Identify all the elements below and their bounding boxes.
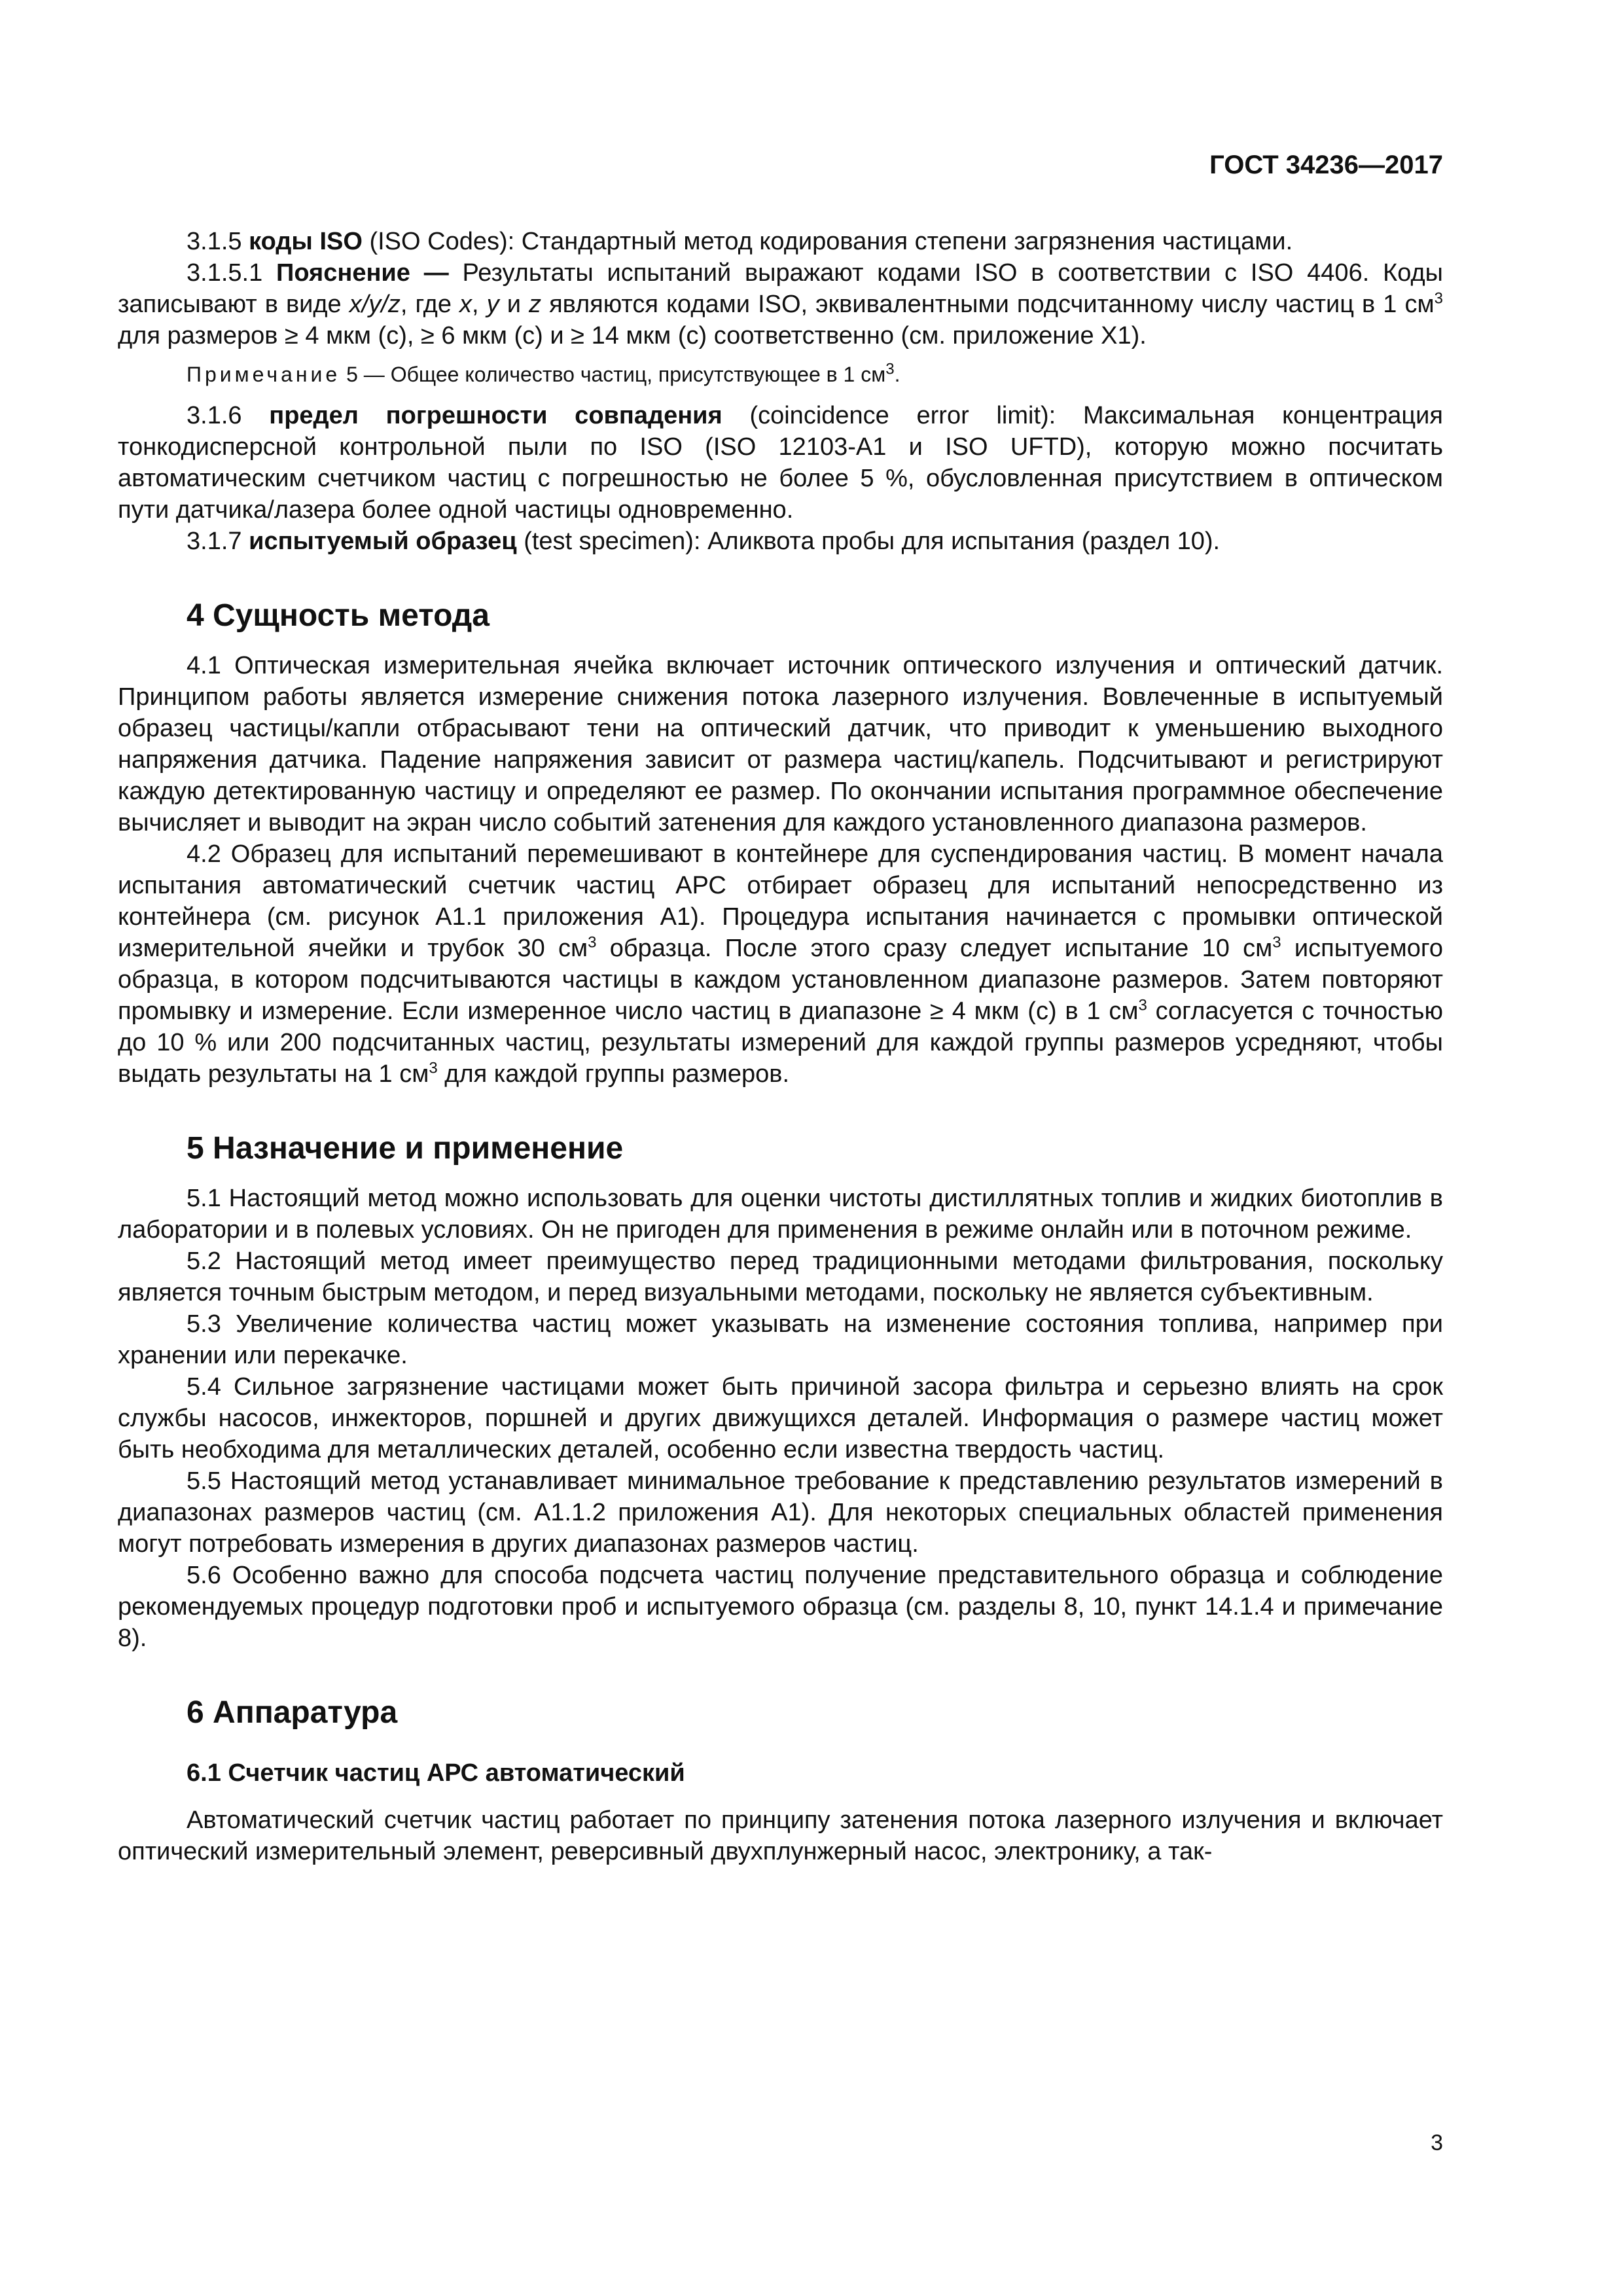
paragraph-5-5: 5.5 Настоящий метод устанавливает минимальное требование к представлению результатов измерений в диапазонах размеров частиц (см. А1.1.2 приложения А1). Для некоторых специальных областей применения могут потребовать измерения в других диапазонах размеров частиц. <box>118 1467 1443 1558</box>
subsection-6-1-heading: 6.1 Счетчик частиц АРС автоматический <box>187 1759 685 1787</box>
section-4-heading: 4 Сущность метода <box>187 598 490 633</box>
paragraph-3-1-5-1: 3.1.5.1 Пояснение — Результаты испытаний выражают кодами ISO в соответствии с ISO 4406. Коды записывают в виде x/y/z, где x, y и z являются кодами ISO, эквивалентными подсчитанному числу частиц в 1 $см^3$ для размеров ≥ 4 мкм (с), ≥ 6 мкм (с) и ≥ 14 мкм (с) соответственно (см. приложение Х1). <box>118 259 1443 350</box>
document-header: ГОСТ 34236—2017 <box>1209 151 1443 179</box>
section-6-heading: 6 Аппаратура <box>187 1695 398 1730</box>
term: предел погрешности совпадения <box>269 402 722 429</box>
document-body <box>118 226 1443 1867</box>
term: Пояснение — <box>276 259 449 287</box>
paragraph-3-1-5: 3.1.5 коды ISO (ISO Codes): Стандартный метод кодирования степени загрязнения частицами. <box>187 228 1293 255</box>
paragraph-6-1: Автоматический счетчик частиц работает по принципу затенения потока лазерного излучения и включает оптический измерительный элемент, реверсивный двухплунжерный насос, электронику, а так- <box>118 1806 1443 1865</box>
term: коды ISO <box>249 228 363 255</box>
section-5-heading: 5 Назначение и применение <box>187 1131 624 1166</box>
paragraph-5-3: 5.3 Увеличение количества частиц может указывать на изменение состояния топлива, например при хранении или перекачке. <box>118 1310 1443 1369</box>
paragraph-4-1: 4.1 Оптическая измерительная ячейка включает источник оптического излучения и оптический датчик. Принципом работы является измерение снижения потока лазерного излучения. Вовлеченные в испытуемый образец частицы/капли отбрасывают тени на оптический датчик, что приводит к уменьшению выходного напряжения датчика. Падение напряжения зависит от размера частиц/капель. Подсчитывают и регистрируют каждую детектированную частицу и определяют ее размер. По окончании испытания программное обеспечение вычисляет и выводит на экран число событий затенения для каждого установленного диапазона размеров. <box>118 652 1443 836</box>
paragraph-4-2: 4.2 Образец для испытаний перемешивают в контейнере для суспендирования частиц. В момент начала испытания автоматический счетчик частиц АРС отбирает образец для испытаний непосредственно из контейнера (см. рисунок А1.1 приложения А1). Процедура испытания начинается с промывки оптической измерительной ячейки и трубок 30 $см^3$ образца. После этого сразу следует испытание 10 $см^3$ испытуемого образца, в котором подсчитываются частицы в каждом установленном диапазоне размеров. Затем повторяют промывку и измерение. Если измеренное число частиц в диапазоне ≥ 4 мкм (с) в 1 $см^3$ согласуется с точностью до 10 % или 200 подсчитанных частиц, результаты измерений для каждой группы размеров усредняют, чтобы выдать результаты на 1 $см^3$ для каждой группы размеров. <box>118 840 1443 1088</box>
paragraph-5-1: 5.1 Настоящий метод можно использовать для оценки чистоты дистиллятных топлив и жидких биотоплив в лаборатории и в полевых условиях. Он не пригоден для применения в режиме онлайн или в поточном режиме. <box>118 1185 1443 1244</box>
paragraph-3-1-7: 3.1.7 испытуемый образец (test specimen): Аликвота пробы для испытания (раздел 10). <box>187 528 1221 555</box>
paragraph-5-4: 5.4 Сильное загрязнение частицами может быть причиной засора фильтра и серьезно влиять на срок службы насосов, инжекторов, поршней и других движущихся деталей. Информация о размере частиц может быть необходима для металлических деталей, особенно если известна твердость частиц. <box>118 1373 1443 1463</box>
paragraph-5-2: 5.2 Настоящий метод имеет преимущество перед традиционными методами фильтрования, поскольку является точным быстрым методом, и перед визуальными методами, поскольку не является субъективным. <box>118 1247 1443 1306</box>
note-label: Примечание <box>187 363 341 386</box>
term: испытуемый образец <box>249 528 517 555</box>
note-5: Примечание 5 — Общее количество частиц, присутствующее в 1 $см^3$. <box>187 360 901 386</box>
paragraph-5-6: 5.6 Особенно важно для способа подсчета частиц получение представительного образца и соблюдение рекомендуемых процедур подготовки проб и испытуемого образца (см. разделы 8, 10, пункт 14.1.4 и примечание 8). <box>118 1562 1443 1652</box>
page-number: 3 <box>1431 2130 1443 2155</box>
paragraph-3-1-6: 3.1.6 предел погрешности совпадения (coincidence error limit): Максимальная концентрация тонкодисперсной контрольной пыли по ISO (ISO 12103-A1 и ISO UFTD), которую можно посчитать автоматическим счетчиком частиц с погрешностью не более 5 %, обусловленная присутствием в оптическом пути датчика/лазера более одной частицы одновременно. <box>118 402 1443 524</box>
